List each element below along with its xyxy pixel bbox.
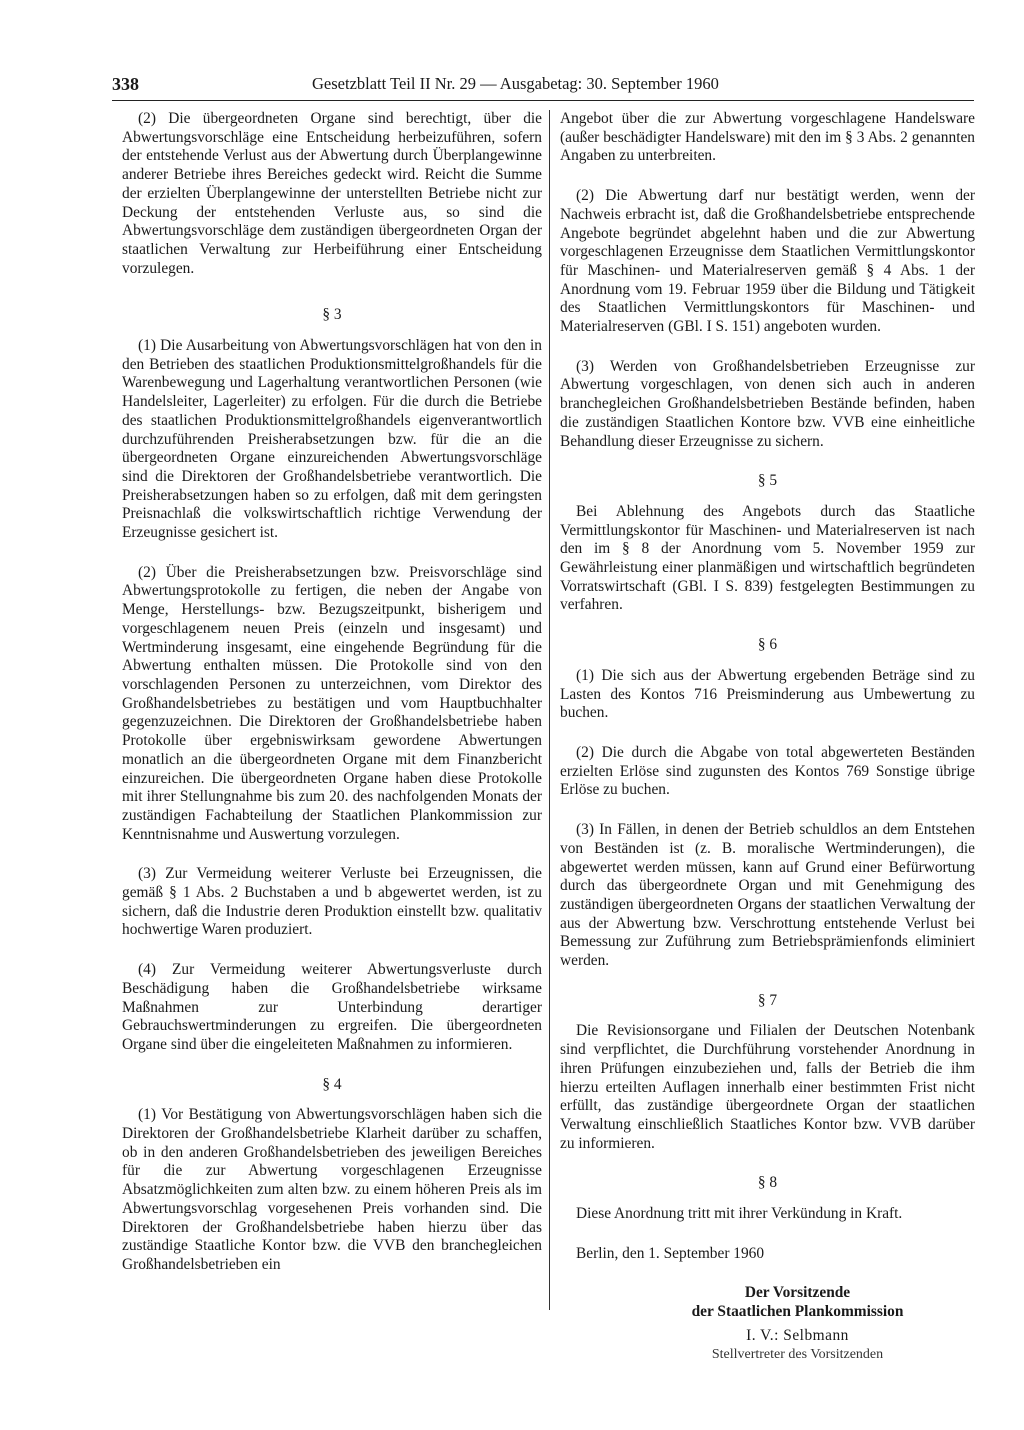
paragraph-3-1: (1) Die Ausarbeitung von Abwertungsvorschlägen hat von den in den Betrieben des staatlichen Produktionsmittelgroßhandels für die Warenbewegung und Lagerhaltung verantwortlichen Personen (wie Handelsleiter, Lagerleiter) zu erfolgen. Für die durch die Betriebe des staatlichen Produktionsmittelgroßhandels eigenverantwortlich durchzuführenden Preisherabsetzungen bzw. für die an die übergeordneten Organe einzureichenden Abwertungsvorschläge sind die Direktoren der Großhandelsbetriebe verantwortlich. Die Preisherabsetzungen haben so zu erfolgen, daß mit dem geringsten Preisnachlaß die volkswirtschaftlich richtige Verwendung der Erzeugnisse gesichert ist.: [122, 337, 542, 542]
column-divider: [549, 110, 550, 1310]
section-5-heading: § 5: [757, 472, 778, 490]
paragraph-6-2: (2) Die durch die Abgabe von total abgewerteten Beständen erzielten Erlöse sind zugunsten des Kontos 769 Sonstige übrige Erlöse zu buchen.: [560, 743, 975, 799]
section-6-heading: § 6: [757, 636, 778, 654]
paragraph-3-2: (2) Über die Preisherabsetzungen bzw. Preisvorschläge sind Abwertungsprotokolle zu fertigen, die neben der Angabe von Menge, Herstellungs- bzw. Bezugszeitpunkt, bisherigem und vorgeschlagenem neuen Preis (einzeln und insgesamt) und Wertminderung insgesamt, eine eingehende Begründung für die Abwertung enthalten müssen. Die Protokolle sind von den vorschlagenden Personen zu unterzeichnen, vom Direktor des Großhandelsbetriebes zu bestätigen und vom Hauptbuchhalter gegenzuzeichnen. Die Direktoren der Großhandelsbetriebe haben Protokolle über ergebniswirksam gewordene Abwertungen monatlich an die übergeordneten Organe mit dem Finanzbericht einzureichen. Die übergeordneten Organe haben diese Protokolle mit ihrer Stellungnahme bis zum 20. des nachfolgenden Monats der zuständigen Fachabteilung der Staatlichen Plankommission zur Kenntnisnahme und Auswertung vorzulegen.: [122, 563, 542, 843]
paragraph-3-3: (3) Zur Vermeidung weiterer Verluste bei Erzeugnissen, die gemäß § 1 Abs. 2 Buchstaben a und b abgewertet werden, ist zu sichern, daß die Industrie deren Produktion einstellt bzw. qualitativ hochwertige Waren produziert.: [122, 865, 542, 939]
page-number: 338: [112, 74, 139, 94]
right-column: [560, 110, 975, 1365]
left-column: [122, 110, 542, 1296]
paragraph-2-2: (2) Die übergeordneten Organe sind berechtigt, über die Abwertungsvorschläge eine Entscheidung herbeizuführen, sofern der entstehende Verlust aus der Abwertung durch Überplangewinne anderer Betriebe ihres Bereiches gedeckt wird. Reicht die Summe der erzielten Überplangewinne der unterstellten Betriebe nicht zur Deckung der entstehenden Verluste aus, so sind die Abwertungsvorschläge dem zuständigen übergeordneten Organ der staatlichen Verwaltung zur Herbeiführung einer Entscheidung vorzulegen.: [122, 110, 542, 277]
paragraph-6-1: (1) Die sich aus der Abwertung ergebenden Beträge sind zu Lasten des Kontos 716 Preisminderung aus Umbewertung zu buchen.: [560, 666, 975, 722]
page-header: [112, 74, 972, 98]
header-title: Gesetzblatt Teil II Nr. 29 — Ausgabetag: 30. September 1960: [312, 74, 719, 93]
signature-title-2: der Staatlichen Plankommission: [691, 1303, 904, 1321]
paragraph-6-3: (3) In Fällen, in denen der Betrieb schuldlos an dem Entstehen von Beständen ist (z. B. moralische Wertminderungen), die abgewertet werden müssen, kann auf Grund einer Befürwortung durch das übergeordnete Organ und mit Genehmigung des zuständigen übergeordneten Organs der staatlichen Verwaltung der aus der Abwertung bzw. Verschrottung entstehende Verlust bei Bemessung zur Zuführung zum Betriebsprämienfonds eliminiert werden.: [560, 821, 975, 970]
section-8-heading: § 8: [757, 1174, 778, 1192]
signature-role: Stellvertreter des Vorsitzenden: [711, 1347, 884, 1363]
paragraph-7: Die Revisionsorgane und Filialen der Deutschen Notenbank sind verpflichtet, die Durchführung vorstehender Anordnung in ihren Prüfungen einzubeziehen und, falls der Betrieb die ihm hierzu erteilten Auflagen innerhalb einer bestimmten Frist nicht erfüllt, das zuständige übergeordnete Organ der staatlichen Verwaltung einschließlich Staatliches Kontor bzw. VVB darüber zu informieren.: [560, 1022, 975, 1152]
signature-block: [560, 1283, 975, 1364]
section-3-heading: § 3: [322, 306, 342, 324]
paragraph-8: Diese Anordnung tritt mit ihrer Verkündung in Kraft.: [576, 1205, 903, 1223]
paragraph-5: Bei Ablehnung des Angebots durch das Staatliche Vermittlungskontor für Maschinen- und Materialreserven ist nach den im § 8 der Anordnung vom 5. November 1959 zur Gewährleistung einer planmäßigen und wirtschaftlich begründeten Vorratswirtschaft (GBl. I S. 839) festgelegten Bestimmungen zu verfahren.: [560, 502, 975, 614]
paragraph-4-2: (2) Die Abwertung darf nur bestätigt werden, wenn der Nachweis erbracht ist, daß die Großhandelsbetriebe entsprechende Angebote begründet abgelehnt haben und die zur Abwertung vorgeschlagenen Erzeugnisse dem Staatlichen Vermittlungskontor für Maschinen- und Materialreserven gemäß § 4 Abs. 1 der Anordnung vom 19. Februar 1959 über die Bildung und Tätigkeit des Staatlichen Vermittlungskontors für Maschinen- und Materialreserven (GBl. I S. 151) angeboten wurden.: [560, 187, 975, 336]
signature-name: I. V.: Selbmann: [746, 1327, 849, 1345]
paragraph-4-1: (1) Vor Bestätigung von Abwertungsvorschlägen haben sich die Direktoren der Großhandelsbetriebe Klarheit darüber zu schaffen, ob in den anderen Großhandelsbetrieben des jeweiligen Bereiches für die zur Abwertung vorgeschlagenen Erzeugnisse Absatzmöglichkeiten zum alten bzw. zu einem höheren Preis als im Abwertungsvorschlag vorgesehenen Preis vorhanden sind. Die Direktoren der Großhandelsbetriebe haben hierzu über das zuständige Staatliche Kontor bzw. die VVB den branchegleichen Großhandelsbetrieben ein: [122, 1106, 542, 1273]
paragraph-4-3: (3) Werden von Großhandelsbetrieben Erzeugnisse zur Abwertung vorgeschlagen, von denen sich auch in anderen branchegleichen Großhandelsbetrieben Bestände befinden, haben die zuständigen Staatlichen Kontore bzw. VVB eine einheitliche Behandlung dieser Erzeugnisse zu sichern.: [560, 357, 975, 450]
paragraph-3-4: (4) Zur Vermeidung weiterer Abwertungsverluste durch Beschädigung haben die Großhandelsbetriebe wirksame Maßnahmen zur Unterbindung derartiger Gebrauchswertminderungen zu ergreifen. Die übergeordneten Organe sind über die eingeleiteten Maßnahmen zu informieren.: [122, 961, 542, 1053]
section-7-heading: § 7: [757, 991, 778, 1009]
signature-title-1: Der Vorsitzende: [744, 1284, 851, 1302]
section-4-heading: § 4: [322, 1075, 342, 1093]
header-rule: [112, 100, 974, 101]
signing-date: Berlin, den 1. September 1960: [576, 1244, 765, 1262]
paragraph-4-1-continued: Angebot über die zur Abwertung vorgeschlagene Handelsware (außer beschädigter Handelsware) mit den im § 3 Abs. 2 genannten Angaben zu unterbreiten.: [560, 110, 975, 165]
